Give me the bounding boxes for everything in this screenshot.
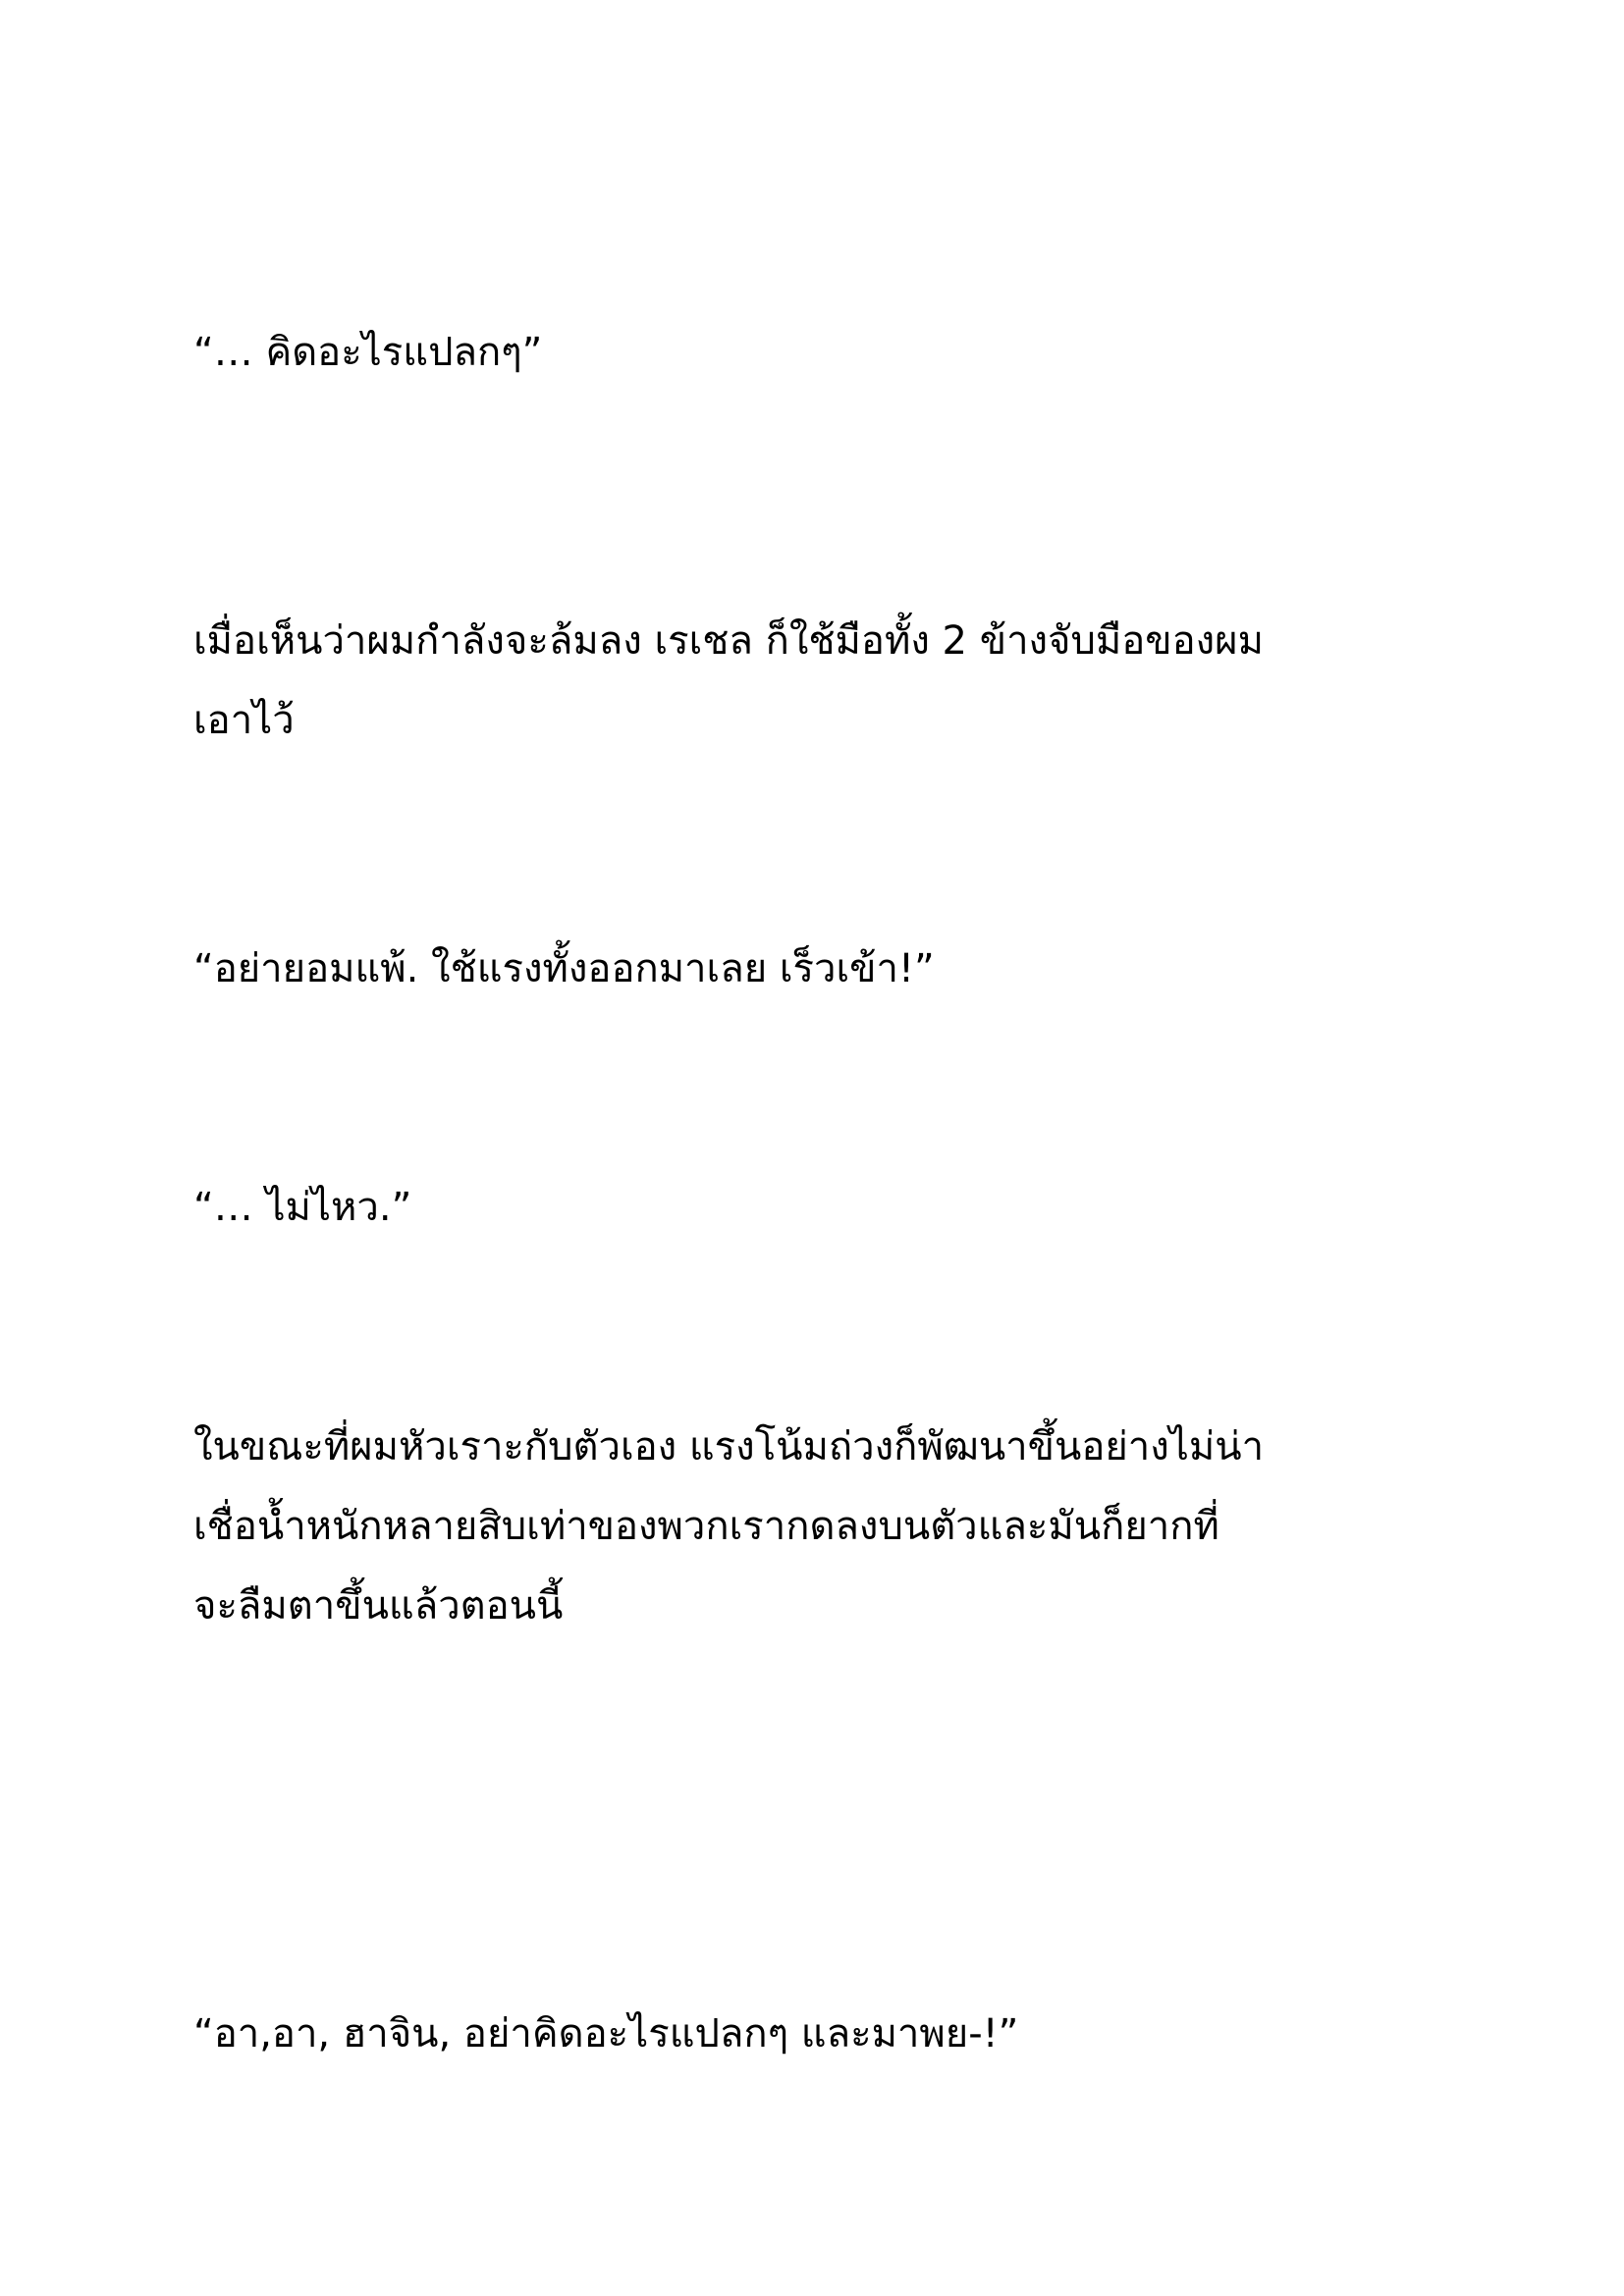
paragraph-2 [193, 602, 1450, 761]
paragraph-line: เอาไว้ [193, 698, 295, 743]
paragraph-5 [193, 1408, 1450, 1646]
paragraph-4 [193, 1168, 1450, 1248]
paragraph-6 [193, 1995, 1450, 2074]
paragraph-1 [193, 313, 1450, 393]
paragraph-line: “อา,อา, ฮาจิน, อย่าคิดอะไรแปลกๆ และมาพย-!” [193, 2011, 1019, 2056]
paragraph-line: เมื่อเห็นว่าผมกำลังจะล้มลง เรเชล ก็ใช้มือทั้ง 2 ข้างจับมือของผม [193, 618, 1264, 664]
paragraph-line: ในขณะที่ผมหัวเราะกับตัวเอง แรงโน้มถ่วงก็พัฒนาขึ้นอย่างไม่น่า [193, 1424, 1265, 1469]
paragraph-line: “… คิดอะไรแปลกๆ” [193, 330, 543, 375]
paragraph-line: “… ไม่ไหว.” [193, 1185, 412, 1230]
paragraph-line: “อย่ายอมแพ้. ใช้แรงทั้งออกมาเลย เร็วเข้า!” [193, 946, 935, 991]
paragraph-line: จะลืมตาขึ้นแล้วตอนนี้ [193, 1583, 564, 1629]
paragraph-line: เชื่อน้ำหนักหลายสิบเท่าของพวกเรากดลงบนตัวและมันก็ยากที่ [193, 1504, 1219, 1549]
paragraph-3 [193, 930, 1450, 1009]
